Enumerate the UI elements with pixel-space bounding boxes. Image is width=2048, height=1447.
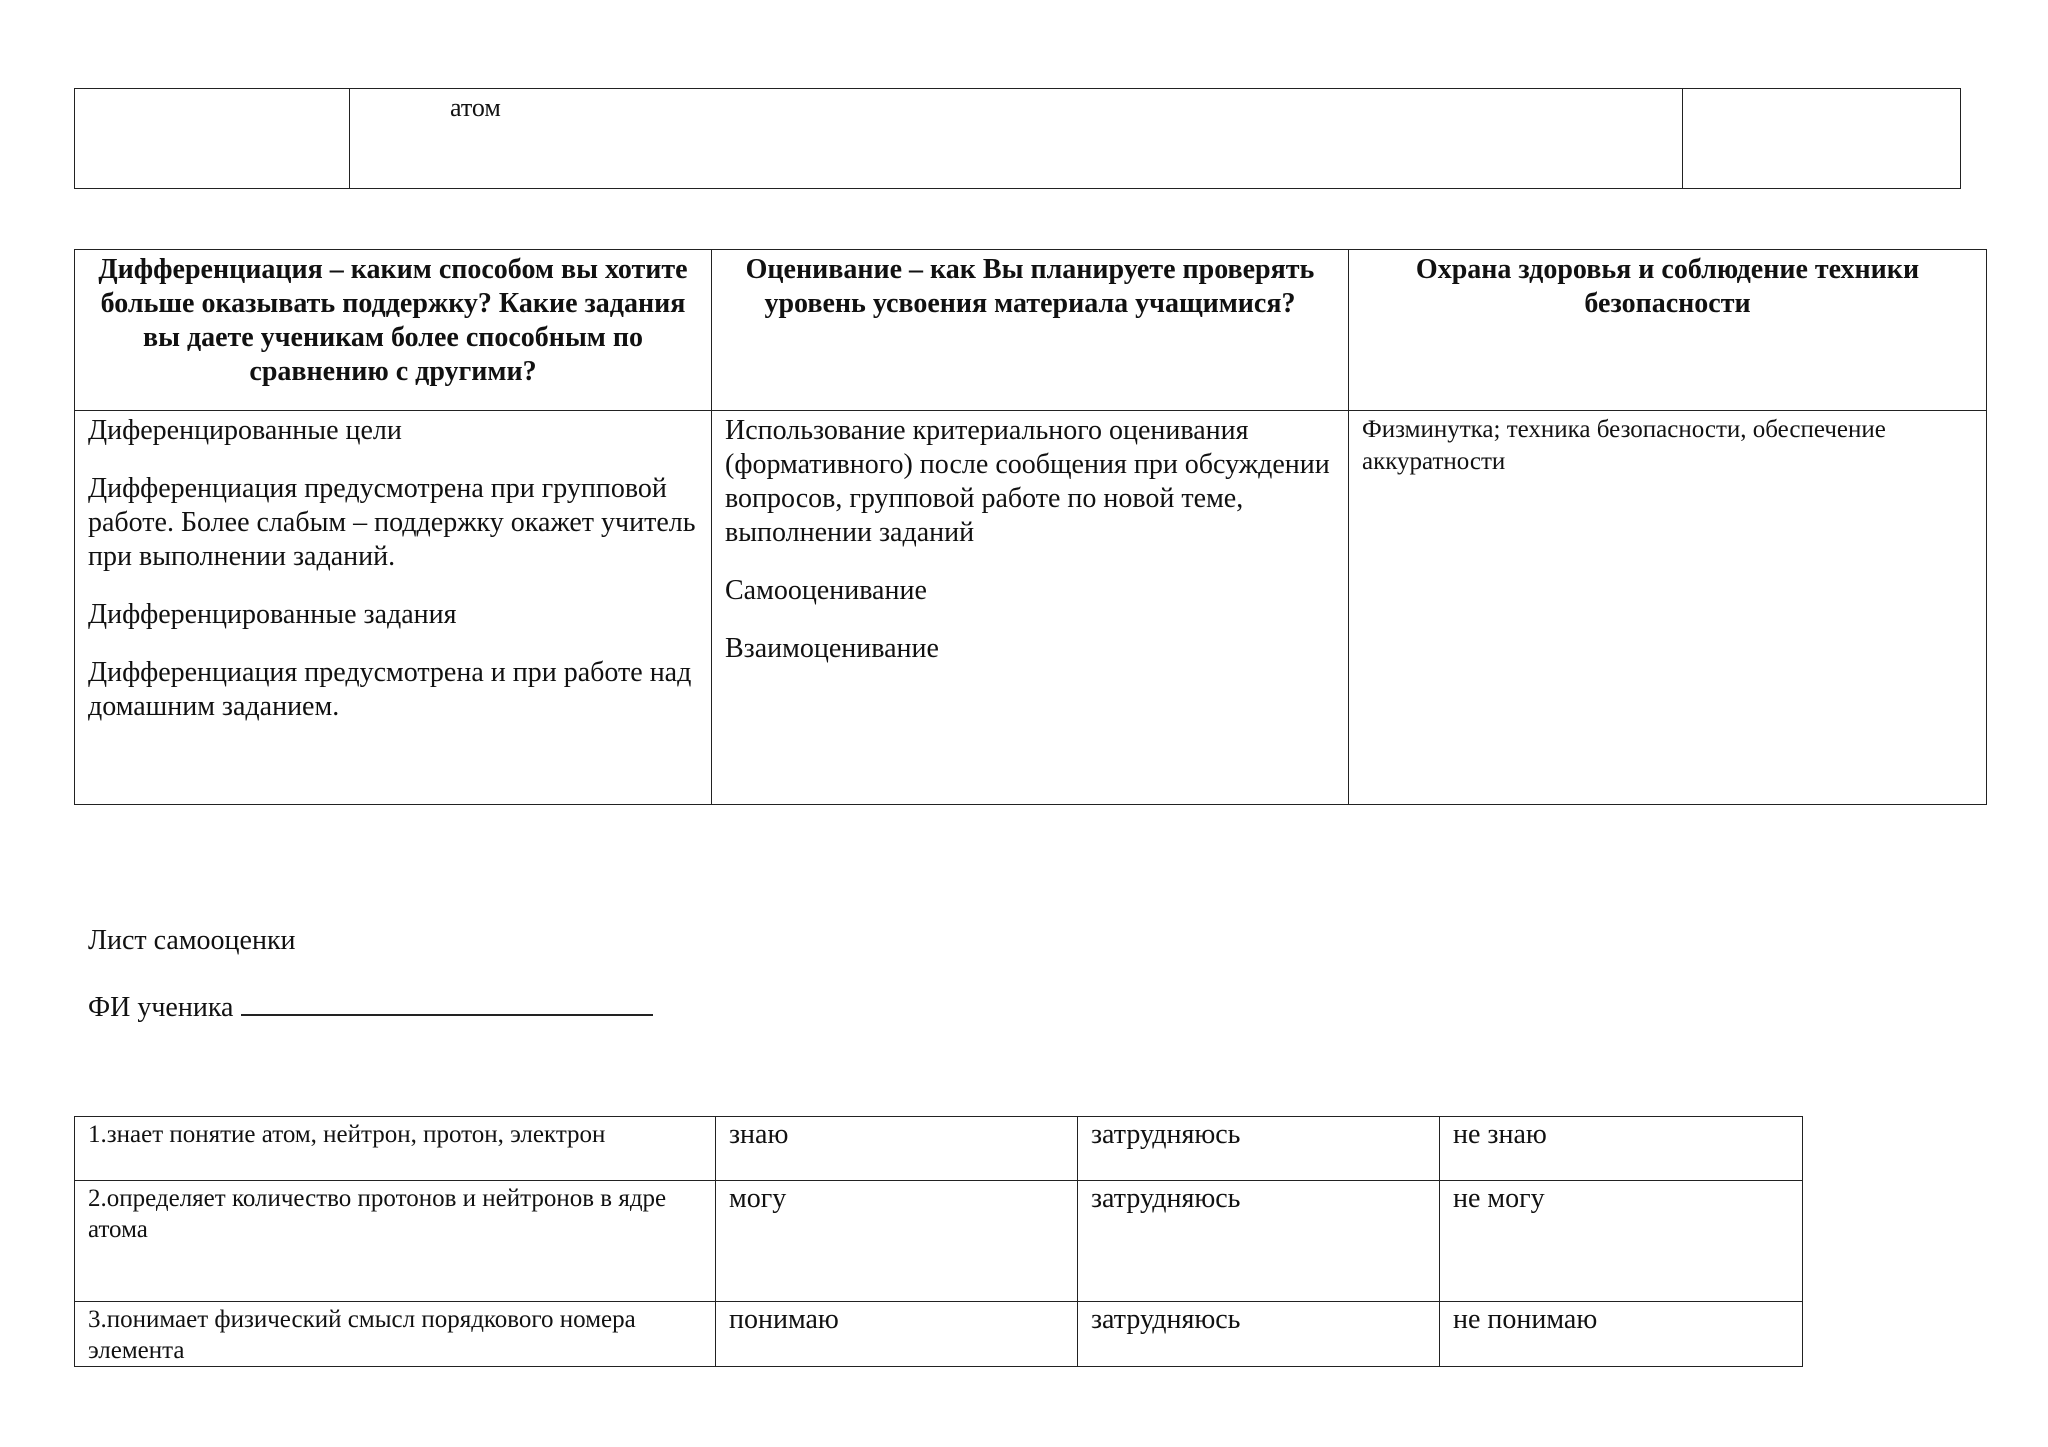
table-row [75, 89, 1961, 189]
differentiation-cell [75, 411, 712, 805]
option-text: понимаю [729, 1304, 839, 1335]
student-name-line [88, 988, 653, 1024]
option-cell [1440, 1117, 1803, 1181]
top-table [74, 88, 1961, 189]
criterion-cell [75, 1302, 716, 1367]
empty-cell [1683, 89, 1961, 189]
assessment-text: Использование критериального оценивания (формативного) после сообщения при обсуждении вопросов, групповой работе по новой теме, выполнении заданий [725, 415, 1330, 548]
criterion-text: 3.понимает физический смысл порядкового номера элемента [88, 1306, 636, 1364]
self-assessment-table [74, 1116, 1803, 1367]
header-cell-health [1349, 250, 1987, 411]
differentiation-text: Дифференциация предусмотрена и при работе над домашним заданием. [88, 657, 692, 722]
health-cell [1349, 411, 1987, 805]
option-cell [716, 1302, 1078, 1367]
header-differentiation: Дифференциация – каким способом вы хотите больше оказывать поддержку? Какие задания вы даете ученикам более способным по сравнению с другими? [98, 254, 688, 387]
option-text: затрудняюсь [1091, 1183, 1241, 1214]
student-name-blank [241, 988, 653, 1016]
assessment-text: Самооценивание [725, 575, 927, 606]
option-text: не могу [1453, 1183, 1545, 1214]
option-text: затрудняюсь [1091, 1304, 1241, 1335]
option-cell [1440, 1302, 1803, 1367]
table-row [75, 1117, 1803, 1181]
header-cell-differentiation [75, 250, 712, 411]
header-assessment: Оценивание – как Вы планируете проверять уровень усвоения материала учащимися? [745, 254, 1315, 319]
assessment-text: Взаимоценивание [725, 633, 939, 664]
differentiation-text: Диференцированные цели [88, 415, 402, 446]
criterion-cell [75, 1181, 716, 1302]
atom-text: атом [450, 93, 501, 122]
option-cell [716, 1117, 1078, 1181]
option-cell [1078, 1117, 1440, 1181]
option-cell [1078, 1302, 1440, 1367]
header-health: Охрана здоровья и соблюдение техники безопасности [1415, 254, 1920, 319]
differentiation-text: Дифференциация предусмотрена при групповой работе. Более слабым – поддержку окажет учитель при выполнении заданий. [88, 473, 696, 572]
option-text: не понимаю [1453, 1304, 1598, 1335]
header-row [75, 250, 1987, 411]
option-cell [1440, 1181, 1803, 1302]
atom-cell [350, 89, 1683, 189]
criterion-text: 1.знает понятие атом, нейтрон, протон, электрон [88, 1121, 606, 1148]
option-text: затрудняюсь [1091, 1119, 1241, 1150]
option-text: не знаю [1453, 1119, 1547, 1150]
option-cell [716, 1181, 1078, 1302]
criterion-cell [75, 1117, 716, 1181]
content-row [75, 411, 1987, 805]
option-cell [1078, 1181, 1440, 1302]
table-row [75, 1181, 1803, 1302]
health-text: Физминутка; техника безопасности, обеспечение аккуратности [1362, 416, 1886, 475]
lesson-plan-table [74, 249, 1987, 805]
empty-cell [75, 89, 350, 189]
student-label: ФИ ученика [88, 992, 234, 1023]
criterion-text: 2.определяет количество протонов и нейтронов в ядре атома [88, 1185, 667, 1243]
assessment-cell [712, 411, 1349, 805]
self-assessment-title: Лист самооценки [88, 925, 296, 956]
option-text: знаю [729, 1119, 789, 1150]
table-row [75, 1302, 1803, 1367]
header-cell-assessment [712, 250, 1349, 411]
differentiation-text: Дифференцированные задания [88, 599, 457, 630]
option-text: могу [729, 1183, 787, 1214]
